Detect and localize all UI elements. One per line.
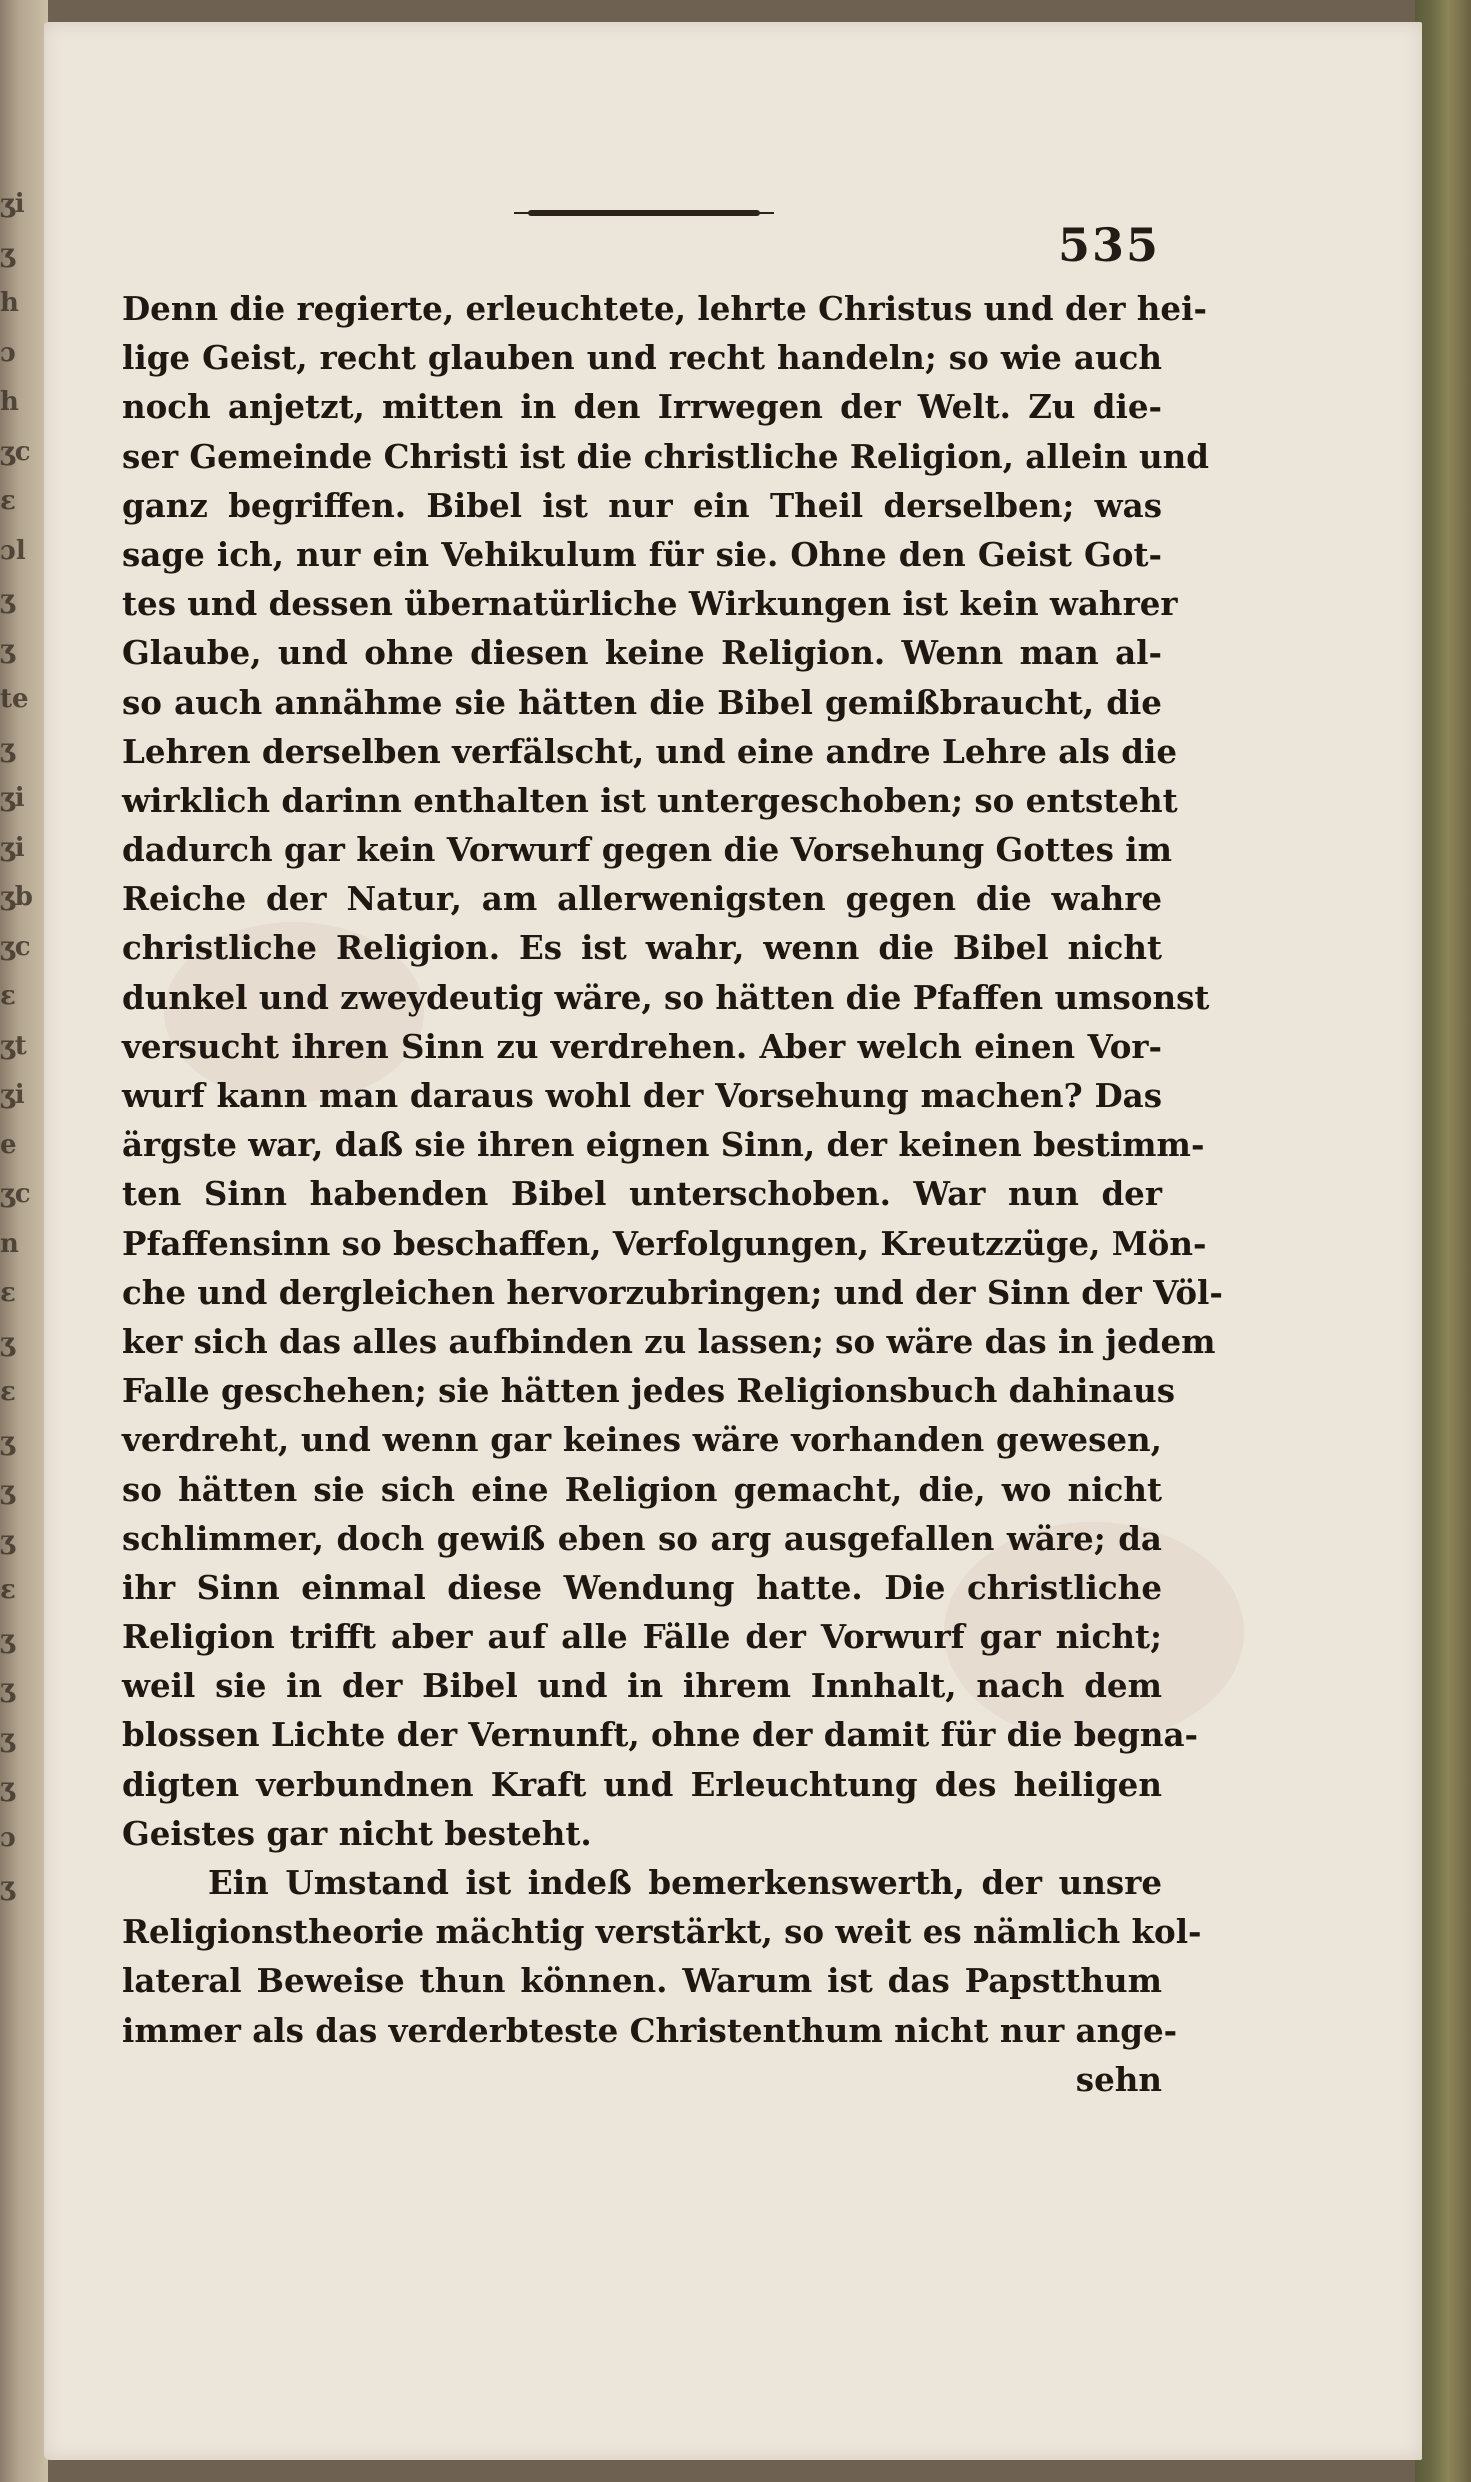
text-line: blossen Lichte der Vernunft, ohne der damit für die begna- [122, 1715, 1198, 1755]
text-line: so hätten sie sich eine Religion gemacht, die, wo nicht [122, 1469, 1162, 1509]
text-line: Religion trifft aber auf alle Fälle der Vorwurf gar nicht; [122, 1617, 1162, 1657]
page-number: 535 [1058, 218, 1161, 272]
text-line: Religionstheorie mächtig verstärkt, so weit es nämlich kol- [122, 1912, 1202, 1952]
bleed-fragment: ʒ [0, 1624, 15, 1655]
text-line: Lehren derselben verfälscht, und eine andre Lehre als die [122, 731, 1178, 771]
bleed-fragment: ɔl [0, 535, 26, 566]
bleed-fragment: ɛ [0, 1377, 16, 1407]
text-line: Pfaffensinn so beschaffen, Verfolgungen, Kreutzzüge, Mön- [122, 1223, 1207, 1263]
text-line: dunkel und zweydeutig wäre, so hätten die Pfaffen umsonst [122, 977, 1210, 1017]
bleed-fragment: ɔ [0, 337, 16, 368]
header-rule [528, 210, 760, 216]
text-line: ihr Sinn einmal diese Wendung hatte. Die christliche [122, 1567, 1162, 1607]
text-line: ärgste war, daß sie ihren eignen Sinn, der keinen bestimm- [122, 1125, 1205, 1165]
bleed-fragment: ɛ [0, 1278, 16, 1308]
text-line: Denn die regierte, erleuchtete, lehrte Christus und der hei- [122, 289, 1207, 328]
bleed-fragment: ɛ [0, 981, 16, 1011]
bleed-fragment: ʒb [0, 882, 33, 912]
bleed-fragment: n [0, 1228, 19, 1259]
text-line: ser Gemeinde Christi ist die christliche Religion, allein und [122, 436, 1209, 476]
text-line: Glaube, und ohne diesen keine Religion. Wenn man al- [122, 633, 1162, 673]
bleed-fragment: ʒ [0, 1773, 15, 1803]
text-line: sage ich, nur ein Vehikulum für sie. Ohne den Geist Got- [122, 534, 1162, 574]
body-text [122, 284, 1223, 2104]
text-line: Reiche der Natur, am allerwenigsten gegen die wahre [122, 879, 1162, 919]
bleed-fragment: ʒ [0, 1872, 15, 1902]
text-line: christliche Religion. Es ist wahr, wenn die Bibel nicht [122, 928, 1162, 968]
text-line: so auch annähme sie hätten die Bibel gemißbraucht, die [122, 682, 1162, 722]
text-line: wirklich darinn enthalten ist untergeschoben; so entsteht [122, 780, 1178, 820]
bleed-fragment: ʒi [0, 783, 25, 813]
bleed-fragment: ɛ [0, 1575, 16, 1605]
text-line: dadurch gar kein Vorwurf gegen die Vorsehung Gottes im [122, 830, 1172, 870]
bleed-fragment: te [0, 684, 29, 714]
bleed-fragment: ɔ [0, 1822, 16, 1853]
text-line: schlimmer, doch gewiß eben so arg ausgefallen wäre; da [122, 1518, 1162, 1558]
bleed-fragment: ʒi [0, 189, 25, 219]
text-line: versucht ihren Sinn zu verdrehen. Aber welch einen Vor- [122, 1026, 1162, 1066]
text-line: digten verbundnen Kraft und Erleuchtung des heiligen [122, 1764, 1162, 1804]
text-line: ten Sinn habenden Bibel unterschoben. War nun der [122, 1174, 1162, 1214]
bleed-fragment: ʒ [0, 1674, 15, 1704]
bleed-fragment: ʒi [0, 832, 25, 863]
text-line: immer als das verderbteste Christenthum nicht nur ange- [122, 2010, 1178, 2050]
text-line: weil sie in der Bibel und in ihrem Innhalt, nach dem [122, 1666, 1162, 1706]
text-line: lige Geist, recht glauben und recht handeln; so wie auch [122, 338, 1162, 378]
bleed-fragment: ɛ [0, 486, 16, 516]
bleed-fragment: ʒc [0, 1179, 31, 1209]
bleed-fragment: ʒc [0, 931, 31, 962]
text-line: verdreht, und wenn gar keines wäre vorhanden gewesen, [122, 1420, 1162, 1460]
text-line: Falle geschehen; sie hätten jedes Religionsbuch dahinaus [122, 1371, 1176, 1411]
bleed-fragment: ʒ [0, 1426, 15, 1457]
text-line: Ein Umstand ist indeß bemerkenswerth, der unsre [208, 1863, 1162, 1902]
book-page [44, 22, 1422, 2460]
bleed-fragment: h [0, 387, 19, 417]
bleed-fragment: ʒ [0, 585, 15, 615]
text-line: lateral Beweise thun können. Warum ist das Papstthum [122, 1961, 1162, 2001]
text-line: noch anjetzt, mitten in den Irrwegen der Welt. Zu die- [122, 387, 1162, 427]
bleed-fragment: ʒ [0, 1327, 15, 1358]
book-edge [1415, 0, 1471, 2482]
bleed-fragment: ʒ [0, 1525, 15, 1556]
text-line: sehn [1075, 2059, 1162, 2099]
text-line: ganz begriffen. Bibel ist nur ein Theil derselben; was [122, 485, 1162, 525]
text-line: ker sich das alles aufbinden zu lassen; so wäre das in jedem [122, 1321, 1216, 1361]
previous-page-bleed-text [0, 180, 46, 1980]
bleed-fragment: e [0, 1129, 17, 1160]
bleed-fragment: ʒ [0, 238, 15, 269]
bleed-fragment: ʒi [0, 1080, 25, 1110]
bleed-fragment: ʒt [0, 1030, 27, 1061]
bleed-fragment: ʒ [0, 1476, 15, 1506]
bleed-fragment: ʒ [0, 733, 15, 764]
bleed-fragment: ʒ [0, 1723, 15, 1754]
bleed-fragment: h [0, 288, 19, 318]
text-line: wurf kann man daraus wohl der Vorsehung machen? Das [122, 1076, 1162, 1115]
bleed-fragment: ʒ [0, 634, 15, 665]
text-line: tes und dessen übernatürliche Wirkungen ist kein wahrer [122, 584, 1178, 624]
text-line: Geistes gar nicht besteht. [122, 1813, 592, 1853]
bleed-fragment: ʒc [0, 436, 31, 467]
text-line: che und dergleichen hervorzubringen; und der Sinn der Völ- [122, 1272, 1223, 1312]
